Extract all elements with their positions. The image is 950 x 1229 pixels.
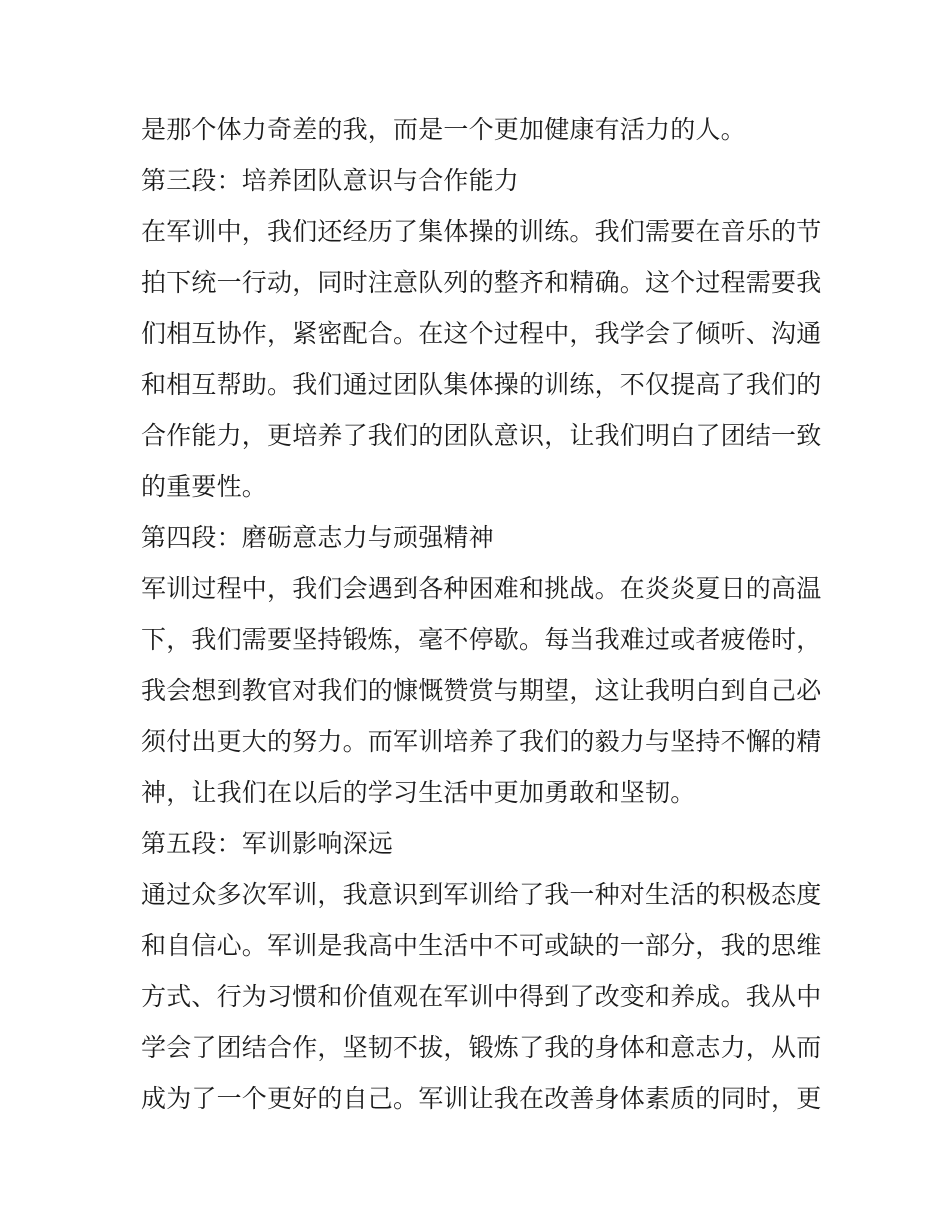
text-line: 是那个体力奇差的我，而是一个更加健康有活力的人。 bbox=[141, 115, 746, 144]
text-line: 合作能力，更培养了我们的团队意识，让我们明白了团结一致 bbox=[141, 421, 822, 450]
text-line: 的重要性。 bbox=[141, 472, 268, 501]
text-line: 下，我们需要坚持锻炼，毫不停歇。每当我难过或者疲倦时， bbox=[141, 625, 822, 654]
text-line: 学会了团结合作，坚韧不拔，锻炼了我的身体和意志力，从而 bbox=[141, 1033, 822, 1062]
text-line: 我会想到教官对我们的慷慨赞赏与期望，这让我明白到自己必 bbox=[141, 676, 822, 705]
text-line: 拍下统一行动，同时注意队列的整齐和精确。这个过程需要我 bbox=[141, 268, 822, 297]
text-line: 在军训中，我们还经历了集体操的训练。我们需要在音乐的节 bbox=[141, 217, 822, 246]
text-line: 军训过程中，我们会遇到各种困难和挑战。在炎炎夏日的高温 bbox=[141, 574, 822, 603]
section-heading: 第五段：军训影响深远 bbox=[141, 829, 394, 858]
text-line: 们相互协作，紧密配合。在这个过程中，我学会了倾听、沟通 bbox=[141, 319, 822, 348]
text-line: 和自信心。军训是我高中生活中不可或缺的一部分，我的思维 bbox=[141, 931, 822, 960]
text-line: 成为了一个更好的自己。军训让我在改善身体素质的同时，更 bbox=[141, 1084, 822, 1113]
text-line: 神，让我们在以后的学习生活中更加勇敢和坚韧。 bbox=[141, 778, 696, 807]
text-line: 通过众多次军训，我意识到军训给了我一种对生活的积极态度 bbox=[141, 880, 822, 909]
document-body bbox=[141, 104, 821, 1124]
section-heading: 第三段：培养团队意识与合作能力 bbox=[141, 166, 520, 195]
text-line: 方式、行为习惯和价值观在军训中得到了改变和养成。我从中 bbox=[141, 982, 822, 1011]
text-line: 和相互帮助。我们通过团队集体操的训练，不仅提高了我们的 bbox=[141, 370, 822, 399]
section-heading: 第四段：磨砺意志力与顽强精神 bbox=[141, 523, 494, 552]
text-line: 须付出更大的努力。而军训培养了我们的毅力与坚持不懈的精 bbox=[141, 727, 822, 756]
